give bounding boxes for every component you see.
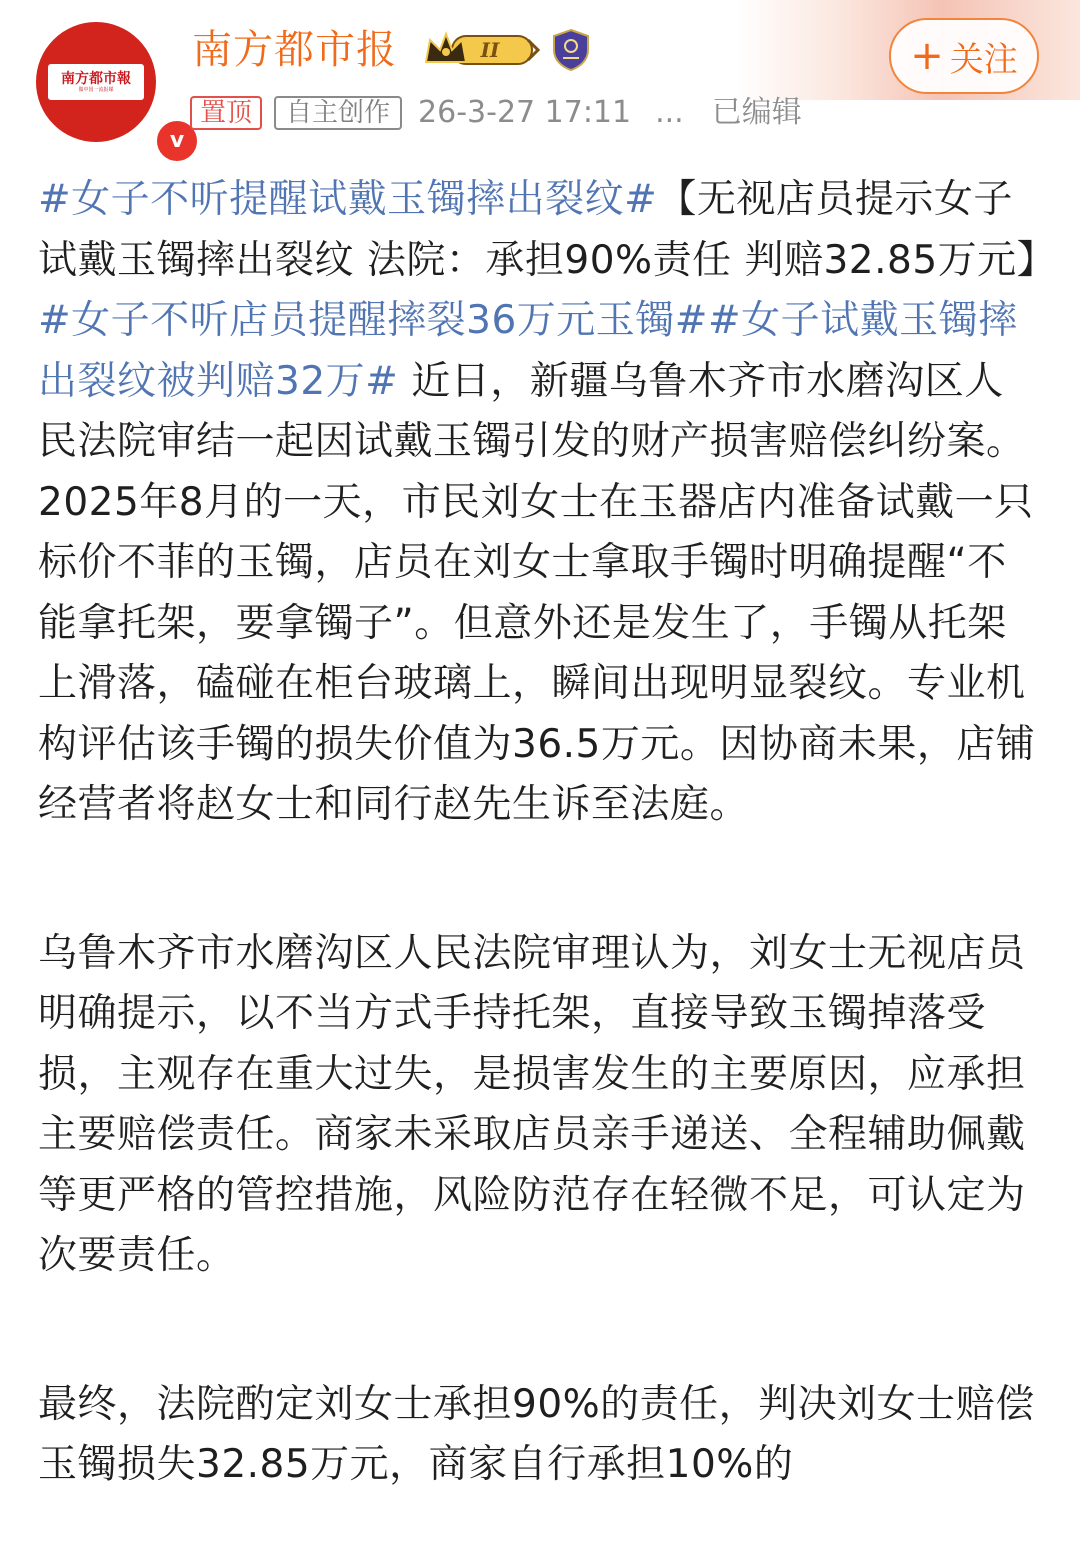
paragraph-spacer (38, 836, 1042, 924)
author-name[interactable]: 南方都市报 (192, 27, 397, 73)
avatar-logo-subtext: 做中国一流报媒 (78, 87, 114, 93)
post-text: 近日，新疆乌鲁木齐市水磨沟区人民法院审结一起因试戴玉镯引发的财产损害赔偿纠纷案。2025年8月的一天，市民刘女士在玉器店内准备试戴一只标价不菲的玉镯，店员在刘女士拿取手镯时明确提醒“不能拿托架，要拿镯子”。但意外还是发生了，手镯从托架上滑落，磕碰在柜台玻璃上，瞬间出现明显裂纹。专业机构评估该手镯的损失价值为36.5万元。因协商未果，店铺经营者将赵女士和同行赵先生诉至法庭。 (38, 358, 1036, 827)
hashtag-link[interactable]: #女子不听店员提醒摔裂36万元玉镯# (38, 298, 708, 343)
more-options-icon[interactable]: ... (655, 95, 684, 130)
post-header (0, 0, 1080, 153)
hashtag-link[interactable]: #女子试戴玉镯摔出裂纹被判赔32万# (38, 298, 1018, 404)
post-body (38, 170, 1057, 1496)
original-content-badge: 自主创作 (274, 96, 402, 130)
avatar-logo (48, 64, 144, 100)
post-headline: 【无视店员提示女子试戴玉镯摔出裂纹 法院：承担90%责任 判赔32.85万元】 (38, 177, 1057, 283)
shield-badge-icon[interactable] (550, 28, 592, 72)
post-meta (190, 93, 802, 133)
pinned-badge: 置顶 (190, 96, 262, 130)
follow-button-label: 关注 (949, 39, 1018, 80)
follow-button[interactable] (889, 18, 1039, 94)
hashtag-link[interactable]: #女子不听提醒试戴玉镯摔出裂纹# (38, 177, 658, 222)
post-paragraph-1 (38, 170, 1057, 836)
edited-label[interactable]: 已编辑 (711, 95, 802, 130)
crown-level-text: II (480, 38, 500, 62)
avatar-logo-text: 南方都市報 (61, 71, 131, 87)
verified-mark: v (169, 128, 185, 153)
post-paragraph-3: 最终，法院酌定刘女士承担90%的责任，判决刘女士赔偿玉镯损失32.85万元，商家自行承担10%的 (38, 1381, 1035, 1487)
plus-icon: + (910, 33, 944, 79)
crown-level-badge-icon[interactable] (424, 30, 540, 70)
post-paragraph-2: 乌鲁木齐市水磨沟区人民法院审理认为，刘女士无视店员明确提示，以不当方式手持托架，直接导致玉镯掉落受损，主观存在重大过失，是损害发生的主要原因，应承担主要赔偿责任。商家未采取店员亲手递送、全程辅助佩戴等更严格的管控措施，风险防范存在轻微不足，可认定为次要责任。 (38, 930, 1026, 1278)
post-timestamp: 26-3-27 17:11 (418, 95, 632, 130)
author-avatar[interactable] (36, 22, 185, 153)
paragraph-spacer (38, 1287, 1042, 1375)
